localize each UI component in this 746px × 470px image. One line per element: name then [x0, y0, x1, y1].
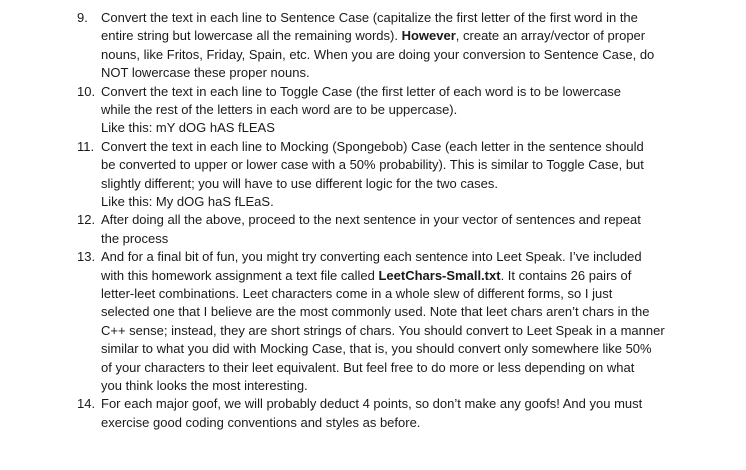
text-segment: NOT lowercase these proper nouns.	[101, 65, 310, 81]
text-segment: Convert the text in each line to Toggle Case (the first letter of each word is to be lowercase	[101, 83, 622, 99]
item-text-line	[101, 46, 654, 64]
item-number: 11.	[77, 138, 95, 154]
text-segment: After doing all the above, proceed to the next sentence in your vector of sentences and repeat	[101, 212, 641, 228]
item-text-line	[101, 248, 642, 266]
item-number: 9.	[77, 10, 88, 25]
text-segment: Convert the text in each line to Sentence Case (capitalize the first letter of the first word in the	[101, 10, 638, 25]
item-text-line	[101, 27, 645, 45]
item-text-line	[101, 193, 274, 211]
text-segment: Like this: mY dOG hAS fLEAS	[101, 120, 275, 136]
text-segment: you think looks the most interesting.	[101, 378, 308, 393]
item-text-line	[101, 101, 457, 119]
item-text-line	[101, 230, 168, 248]
item-text-line	[101, 156, 644, 174]
item-text-line	[101, 267, 631, 285]
item-number: 10.	[77, 83, 96, 99]
text-segment: And for a final bit of fun, you might try converting each sentence into Leet Speak. I’ve included	[101, 249, 642, 265]
item-text-line	[101, 340, 652, 358]
item-number: 13.	[77, 249, 96, 265]
item-text-line	[101, 359, 634, 377]
item-text-line	[101, 119, 275, 137]
text-segment: be converted to upper or lower case with a 50% probability). This is similar to Toggle Case, but	[101, 157, 644, 173]
text-segment: . It contains 26 pairs of	[500, 267, 632, 283]
text-segment: with this homework assignment a text file called	[101, 267, 379, 283]
bold-text: However	[401, 28, 456, 44]
item-text-line	[101, 9, 638, 27]
item-text-line	[101, 395, 642, 413]
item-number: 12.	[77, 212, 96, 228]
item-text-line	[101, 303, 649, 321]
text-segment: Like this: My dOG haS fLEaS.	[101, 194, 274, 209]
text-segment: of your characters to their leet equivalent. But feel free to do more or less depending on what	[101, 359, 635, 375]
item-text-line	[101, 285, 612, 303]
item-text-line	[101, 211, 641, 229]
item-text-line	[101, 377, 308, 395]
text-segment: slightly different; you will have to use different logic for the two cases.	[101, 175, 498, 191]
text-segment: nouns, like Fritos, Friday, Spain, etc. When you are doing your conversion to Sentence Case, do	[101, 46, 655, 62]
text-segment: Convert the text in each line to Mocking (Spongebob) Case (each letter in the sentence should	[101, 138, 644, 154]
text-segment: the process	[101, 230, 169, 246]
item-text-line	[101, 138, 644, 156]
text-segment: letter-leet combinations. Leet characters come in a whole slew of different forms, so I just	[101, 286, 613, 301]
text-segment: similar to what you did with Mocking Case, that is, you should convert only somewhere like 50%	[101, 341, 652, 357]
text-segment: For each major goof, we will probably deduct 4 points, so don’t make any goofs! And you must	[101, 396, 643, 412]
item-text-line	[101, 322, 665, 340]
text-segment: selected one that I believe are the most commonly used. Note that leet chars aren’t chars in the	[101, 304, 650, 320]
text-segment: exercise good coding conventions and styles as before.	[101, 414, 421, 430]
item-text-line	[101, 83, 621, 101]
text-segment: while the rest of the letters in each word are to be uppercase).	[101, 102, 458, 117]
text-segment: C++ sense; instead, they are short strings of chars. You should convert to Leet Speak in a manner	[101, 322, 665, 338]
text-segment: entire string but lowercase all the remaining words).	[101, 28, 402, 44]
item-number: 14.	[77, 396, 96, 412]
item-text-line	[101, 64, 310, 82]
bold-text: LeetChars-Small.txt	[378, 267, 501, 283]
item-text-line	[101, 175, 498, 193]
text-segment: , create an array/vector of proper	[455, 28, 646, 44]
item-text-line	[101, 414, 420, 432]
